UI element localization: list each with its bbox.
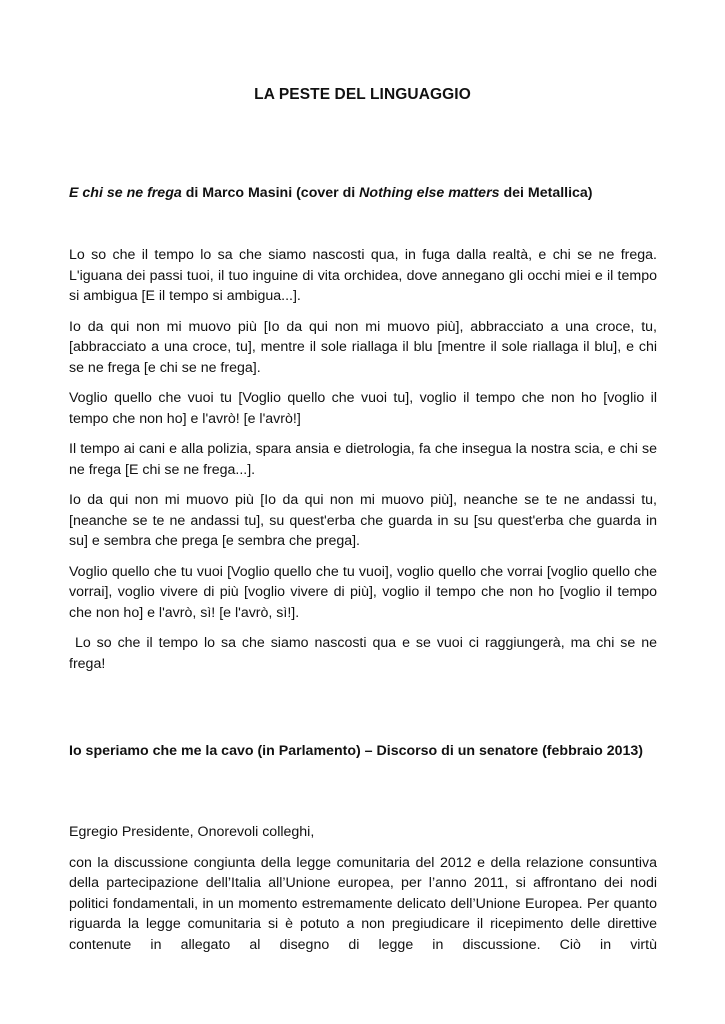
heading-text: dei Metallica) <box>499 185 593 201</box>
speech-salutation: Egregio Presidente, Onorevoli colleghi, <box>69 824 315 840</box>
section-heading-speech: Io speriamo che me la cavo (in Parlamento) – Discorso di un senatore (febbraio 2013) <box>69 743 643 759</box>
lyrics-paragraph: Voglio quello che vuoi tu [Voglio quello che vuoi tu], voglio il tempo che non ho [voglio il tempo che non ho] e l'avrò! [e l'avrò!] <box>69 390 657 427</box>
lyrics-paragraph: Io da qui non mi muovo più [Io da qui non mi muovo più], abbracciato a una croce, tu, [abbracciato a una croce, tu], mentre il sole riallaga il blu [mentre il sole riallaga il blu], e chi se ne frega [e chi se ne frega]. <box>69 318 657 376</box>
lyrics-paragraph: Lo so che il tempo lo sa che siamo nascosti qua e se vuoi ci raggiungerà, ma chi se ne frega! <box>69 635 661 672</box>
section-heading-song <box>69 183 657 204</box>
senator-speech <box>69 822 657 965</box>
document-title: LA PESTE DEL LINGUAGGIO <box>254 86 471 103</box>
song-lyrics <box>69 245 661 684</box>
lyrics-paragraph: Io da qui non mi muovo più [Io da qui non mi muovo più], neanche se te ne andassi tu, [neanche se te ne andassi tu], su quest'erba che guarda in su [su quest'erba che guarda in su] e sembra che prega [e sembra che prega]. <box>69 492 657 549</box>
heading-text: di Marco Masini (cover di <box>181 185 360 201</box>
speech-paragraph: con la discussione congiunta della legge comunitaria del 2012 e della relazione consuntiva della partecipazione dell’Italia all’Unione europea, per l’anno 2011, si affrontano dei nodi politici fondamentali, in un momento estremamente delicato dell’Unione Europea. Per quanto riguarda la legge comunitaria si è potuto a non pregiudicare il ricepimento delle direttive contenute in allegato al disegno di legge in discussione. Ciò in virtù <box>69 854 657 953</box>
lyrics-paragraph: Il tempo ai cani e alla polizia, spara ansia e dietrologia, fa che insegua la nostra scia, e chi se ne frega [E chi se ne frega...]. <box>69 441 657 478</box>
song-title: E chi se ne frega <box>69 185 182 201</box>
original-song-title: Nothing else matters <box>359 185 500 201</box>
lyrics-paragraph: Lo so che il tempo lo sa che siamo nascosti qua, in fuga dalla realtà, e chi se ne frega. L'iguana dei passi tuoi, il tuo inguine di vita orchidea, dove annegano gli occhi miei e il tempo si ambigua [E il tempo si ambigua...]. <box>69 247 657 304</box>
lyrics-paragraph: Voglio quello che tu vuoi [Voglio quello che tu vuoi], voglio quello che vorrai [voglio quello che vorrai], voglio vivere di più [voglio vivere di più], voglio il tempo che non ho [voglio il tempo che non ho] e l'avrò, sì! [e l'avrò, sì!]. <box>69 563 657 621</box>
